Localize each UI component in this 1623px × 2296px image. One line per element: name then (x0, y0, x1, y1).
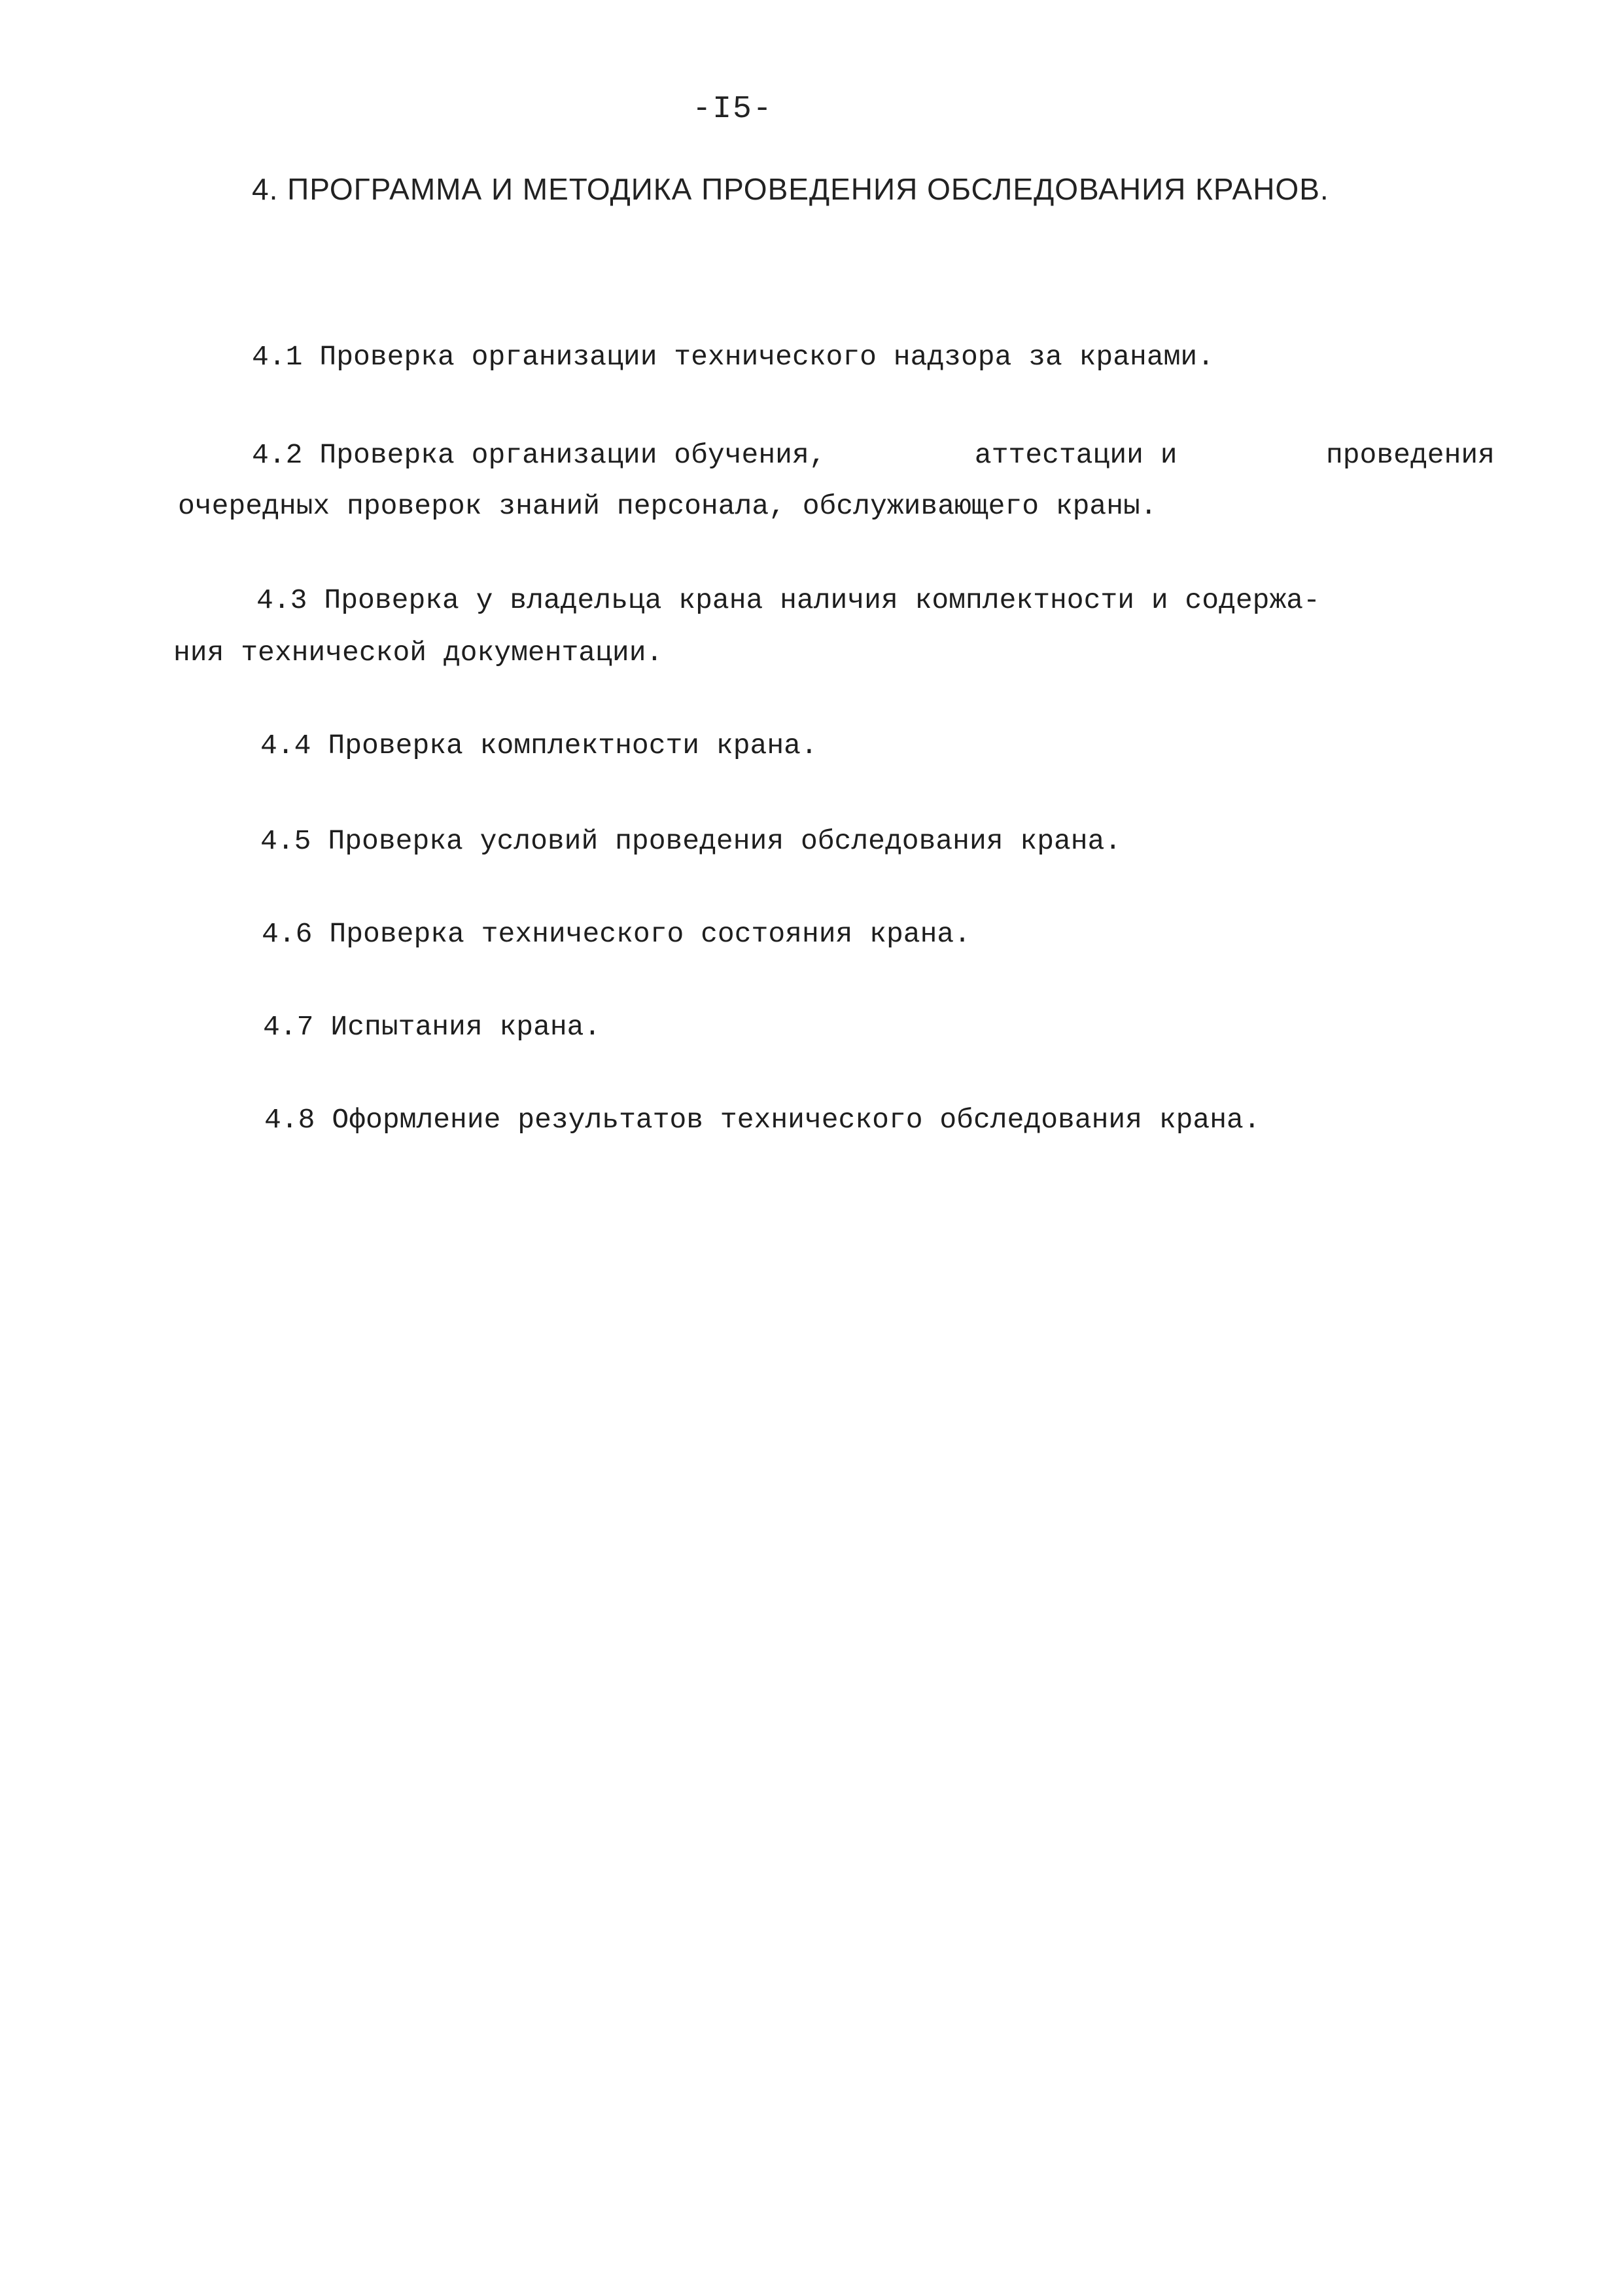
item-number: 4.5 (260, 825, 311, 857)
item-text: ния технической документации. (173, 637, 663, 669)
item-number: 4.2 (252, 439, 303, 471)
item-text-part: проведения (1325, 439, 1495, 471)
item-number: 4.4 (260, 730, 311, 762)
item-number: 4.7 (263, 1011, 314, 1043)
list-item-4-2 (252, 429, 1495, 482)
list-item-4-6 (262, 908, 971, 961)
list-item-4-1 (252, 331, 1214, 383)
item-text: Проверка у владельца крана наличия комплектности и содержа- (324, 584, 1320, 616)
section-heading: 4. ПРОГРАММА И МЕТОДИКА ПРОВЕДЕНИЯ ОБСЛЕДОВАНИЯ КРАНОВ. (252, 172, 1329, 206)
item-text: Испытания крана. (330, 1011, 601, 1043)
list-item-4-3 (256, 574, 1320, 627)
item-text: Проверка технического состояния крана. (329, 918, 971, 950)
item-line-1 (252, 429, 1495, 482)
item-text: Проверка организации технического надзора за кранами. (319, 341, 1215, 373)
list-item-4-3-continuation (173, 627, 663, 679)
item-text-part: аттестации и (974, 439, 1178, 471)
item-text: очередных проверок знаний персонала, обслуживающего краны. (178, 490, 1157, 522)
item-number: 4.8 (264, 1104, 315, 1136)
item-text-part: Проверка организации обучения, (319, 439, 826, 471)
list-item-4-8 (264, 1094, 1261, 1146)
item-number: 4.3 (256, 584, 307, 616)
list-item-4-4 (260, 720, 818, 772)
page-number: -I5- (692, 92, 773, 127)
item-number: 4.1 (252, 341, 303, 373)
list-item-4-5 (260, 815, 1121, 868)
list-item-4-2-continuation (178, 480, 1157, 533)
item-text: Проверка комплектности крана. (328, 730, 818, 762)
item-number: 4.6 (262, 918, 313, 950)
item-text: Оформление результатов технического обследования крана. (332, 1104, 1261, 1136)
item-text: Проверка условий проведения обследования крана. (328, 825, 1122, 857)
list-item-4-7 (263, 1001, 601, 1053)
